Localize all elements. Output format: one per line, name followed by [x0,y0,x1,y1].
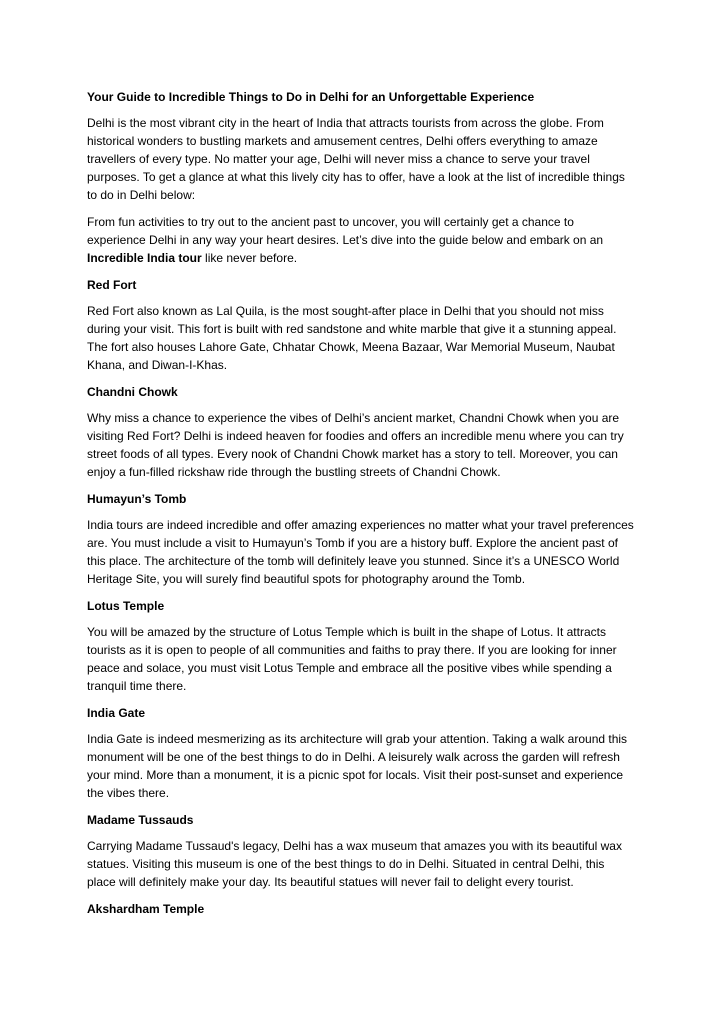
intro-paragraph: Delhi is the most vibrant city in the heart of India that attracts tourists from across the globe. From historical wonders to bustling markets and amusement centres, Delhi offers everything to amaze travellers of every type. No matter your age, Delhi will never miss a chance to serve your travel purposes. To get a glance at what this lively city has to offer, have a look at the list of incredible things to do in Delhi below: [87,116,625,202]
section-body-red-fort: Red Fort also known as Lal Quila, is the most sought-after place in Delhi that you should not miss during your visit. This fort is built with red sandstone and white marble that give it a stunning appeal. The fort also houses Lahore Gate, Chhatar Chowk, Meena Bazaar, War Memorial Museum, Naubat Khana, and Diwan-I-Khas. [87,304,617,372]
section-heading-humayuns-tomb: Humayun’s Tomb [87,492,187,506]
document-title: Your Guide to Incredible Things to Do in Delhi for an Unforgettable Experience [87,90,535,104]
section-heading-india-gate: India Gate [87,706,146,720]
section-body-lotus-temple: You will be amazed by the structure of Lotus Temple which is built in the shape of Lotus. It attracts tourists as it is open to people of all communities and faiths to pray there. If you are looking for inner peace and solace, you must visit Lotus Temple and embrace all the positive vibes while spending a tranquil time there. [87,625,617,693]
incredible-india-tour-text: Incredible India tour [87,251,202,265]
intro-paragraph-2 [87,213,634,267]
section-heading-madame-tussauds: Madame Tussauds [87,813,194,827]
section-heading-lotus-temple: Lotus Temple [87,599,165,613]
section-body-chandni-chowk: Why miss a chance to experience the vibes of Delhi’s ancient market, Chandni Chowk when you are visiting Red Fort? Delhi is indeed heaven for foodies and offers an incredible menu where you can try street foods of all types. Every nook of Chandni Chowk market has a story to tell. Moreover, you can enjoy a fun-filled rickshaw ride through the bustling streets of Chandni Chowk. [87,411,624,479]
section-heading-chandni-chowk: Chandni Chowk [87,385,178,399]
intro2-text-before: From fun activities to try out to the ancient past to uncover, you will certainly get a chance to experience Delhi in any way your heart desires. Let’s dive into the guide below and embark on an [87,215,604,247]
intro2-text-after: like never before. [201,251,298,265]
section-body-humayuns-tomb: India tours are indeed incredible and offer amazing experiences no matter what your travel preferences are. You must include a visit to Humayun’s Tomb if you are a history buff. Explore the ancient past of this place. The architecture of the tomb will definitely leave you stunned. Since it’s a UNESCO World Heritage Site, you will surely find beautiful spots for photography around the Tomb. [87,518,634,586]
section-heading-akshardham-temple: Akshardham Temple [87,902,205,916]
section-body-india-gate: India Gate is indeed mesmerizing as its architecture will grab your attention. Taking a walk around this monument will be one of the best things to do in Delhi. A leisurely walk across the garden will refresh your mind. More than a monument, it is a picnic spot for locals. Visit their post-sunset and experience the vibes there. [87,732,628,800]
section-body-madame-tussauds: Carrying Madame Tussaud's legacy, Delhi has a wax museum that amazes you with its beautiful wax statues. Visiting this museum is one of the best things to do in Delhi. Situated in central Delhi, this place will definitely make your day. Its beautiful statues will never fail to delight every tourist. [87,839,622,889]
section-heading-red-fort: Red Fort [87,278,137,292]
